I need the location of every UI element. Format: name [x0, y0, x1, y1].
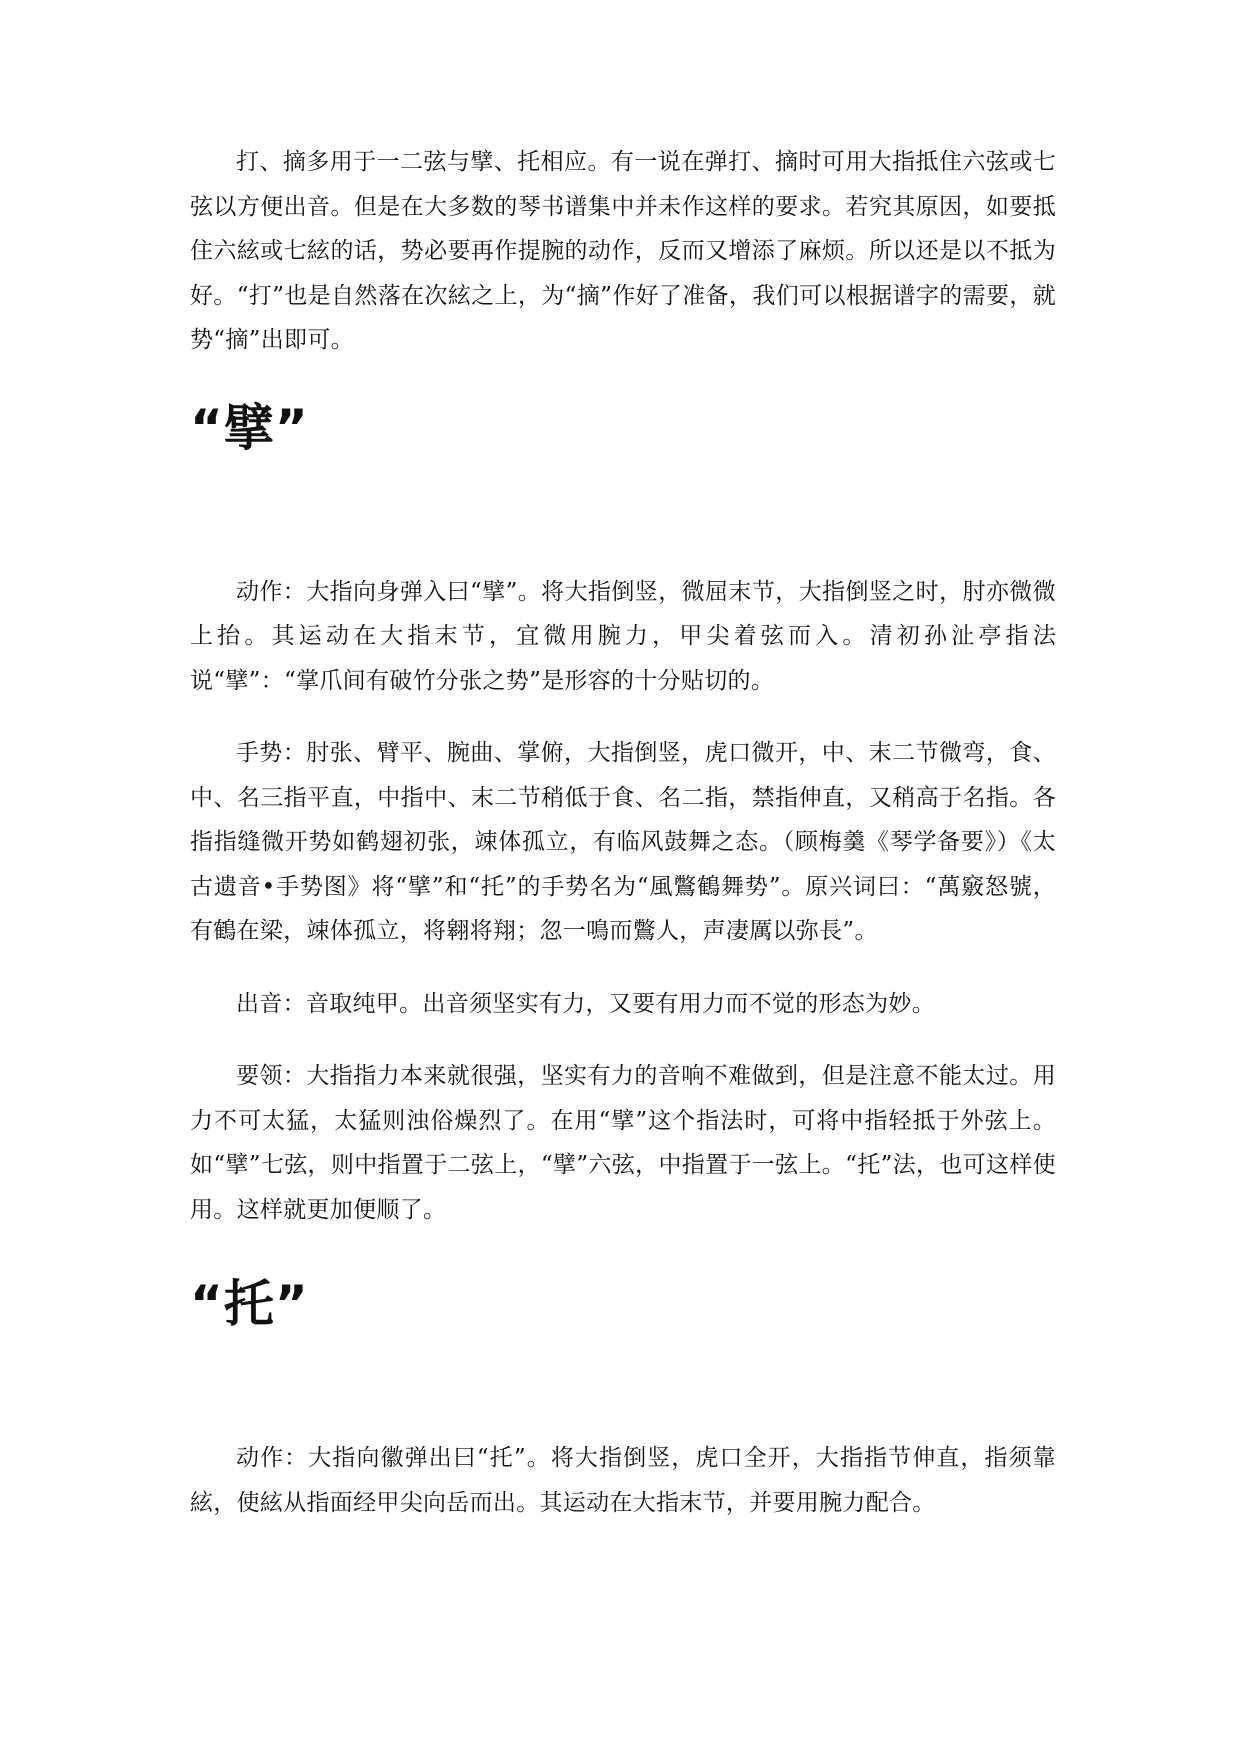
paragraph-da-zhai: 打、摘多用于一二弦与擘、托相应。有一说在弹打、摘时可用大指抵住六弦或七弦以方便出音。但是在大多数的琴书谱集中并未作这样的要求。若究其原因，如要抵住六絃或七絃的话，势必要再作提腕的动作，反而又增添了麻烦。所以还是以不抵为好。“打”也是自然落在次絃之上，为“摘”作好了准备，我们可以根据谱字的需要，就势“摘”出即可。: [190, 149, 1056, 353]
heading-tuo: “托”: [190, 1275, 309, 1333]
heading-bo: “擘”: [190, 398, 309, 457]
paragraph-bo-gesture: 手势：肘张、臂平、腕曲、掌俯，大指倒竖，虎口微开，中、末二节微弯，食、中、名三指平直，中指中、末二节稍低于食、名二指，禁指伸直，又稍高于名指。各指指缝微开势如鹤翅初张，竦体孤立，有临风鼓舞之态。（顾梅羹《琴学备要》）《太古遗音•手势图》将“擘”和“托”的手势名为“風鷩鶴舞势”。原兴词曰：“萬竅怒號，有鶴在梁，竦体孤立，将翱将翔；忽一鳴而鷩人，声凄厲以弥長”。: [190, 740, 1056, 944]
paragraph-tuo-action: 动作：大指向徽弹出曰“托”。将大指倒竖，虎口全开，大指指节伸直，指须靠絃，使絃从指面经甲尖向岳而出。其运动在大指末节，并要用腕力配合。: [190, 1445, 1056, 1516]
paragraph-bo-action: 动作：大指向身弹入曰“擘”。将大指倒竖，微屈末节，大指倒竖之时，肘亦微微上抬。其运动在大指末节，宜微用腕力，甲尖着弦而入。清初孙沚亭指法说“擘”：“掌爪间有破竹分张之势”是形容的十分贴切的。: [190, 578, 1056, 694]
paragraph-bo-sound: 出音：音取纯甲。出音须坚实有力，又要有用力而不觉的形态为妙。: [236, 990, 935, 1017]
paragraph-bo-essentials: 要领：大指指力本来就很强，坚实有力的音响不难做到，但是注意不能太过。用力不可太猛，太猛则浊俗燥烈了。在用“擘”这个指法时，可将中指轻抵于外弦上。如“擘”七弦，则中指置于二弦上，“擘”六弦，中指置于一弦上。“托”法，也可这样使用。这样就更加便顺了。: [190, 1063, 1056, 1223]
